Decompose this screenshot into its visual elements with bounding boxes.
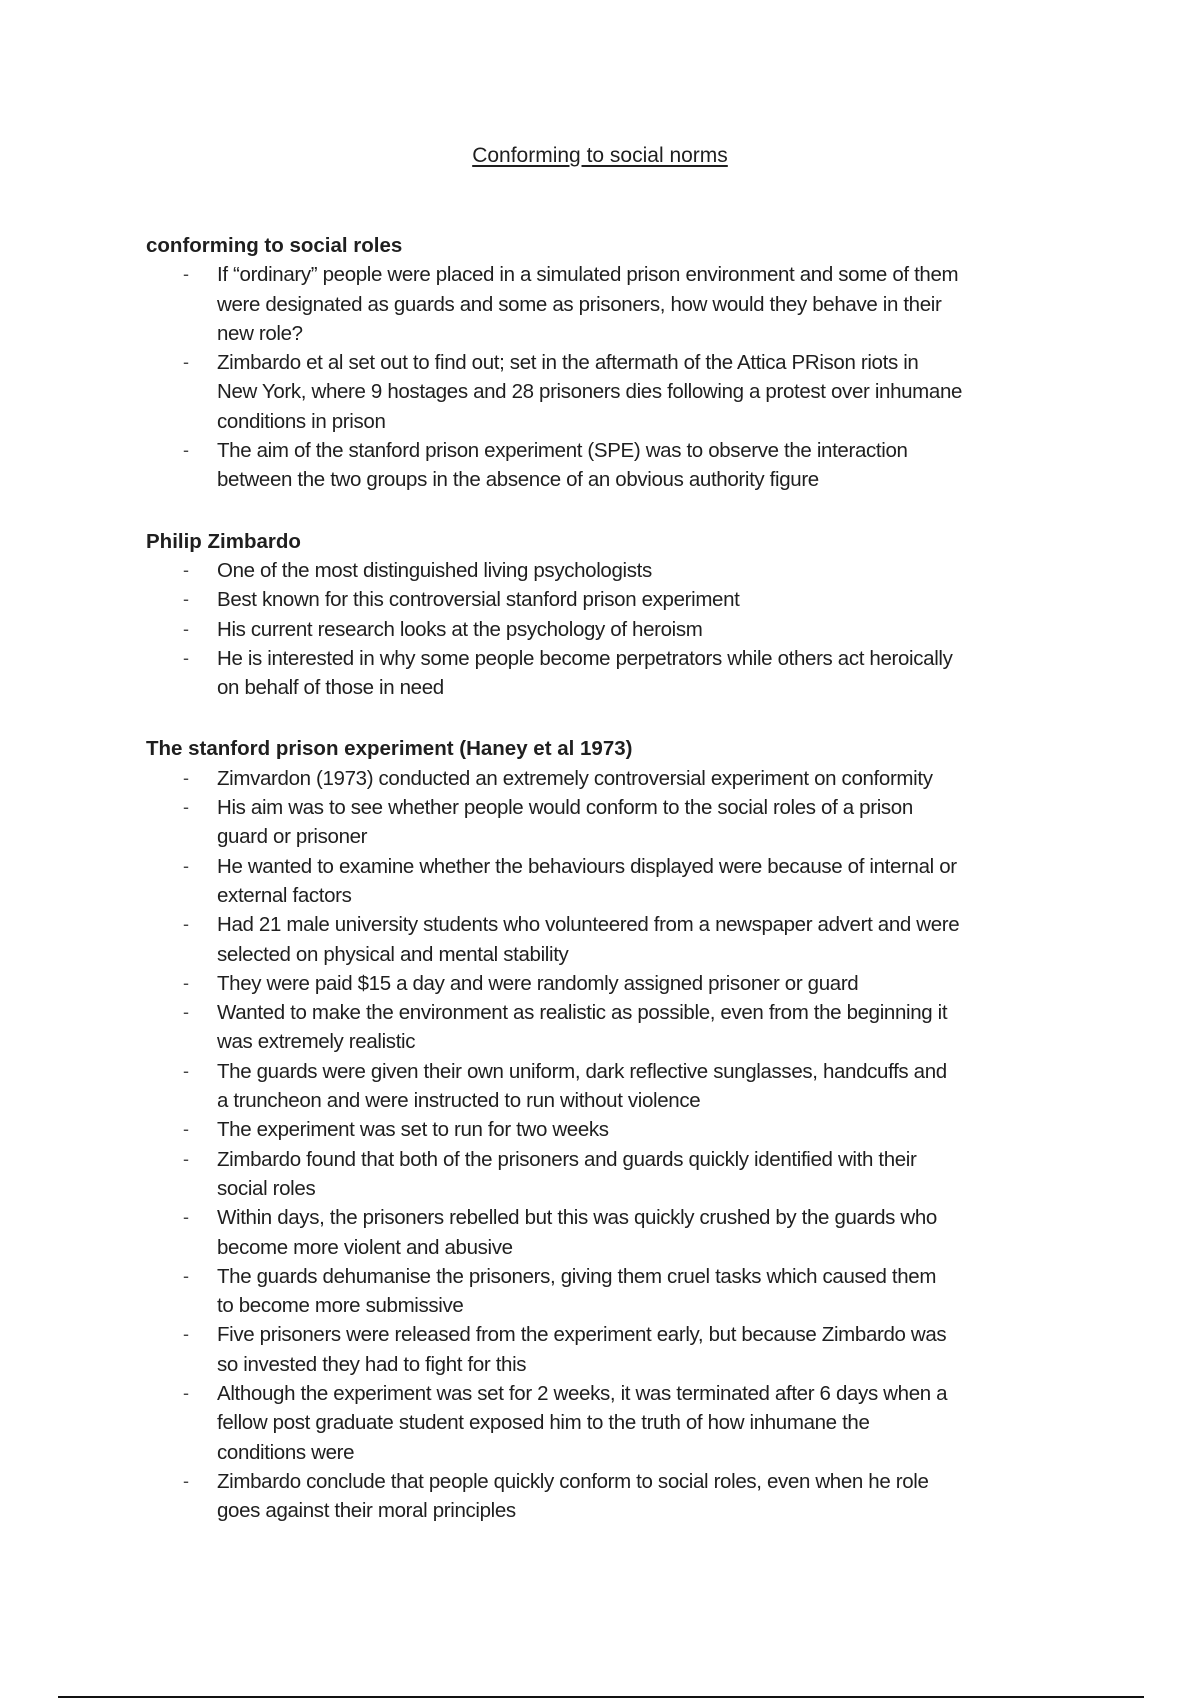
bullet-text-line: Zimbardo conclude that people quickly conform to social roles, even when he role: [217, 1469, 929, 1493]
bullet-item: [146, 793, 1146, 852]
bullet-dash-icon: -: [183, 1060, 189, 1081]
bullet-item: [146, 1379, 1146, 1467]
bullet-dash-icon: -: [183, 1148, 189, 1169]
bullet-dash-icon: -: [183, 1324, 189, 1345]
bullet-dash-icon: -: [183, 1002, 189, 1023]
bullet-text-line: His aim was to see whether people would conform to the social roles of a prison: [217, 796, 913, 820]
section-heading: The stanford prison experiment (Haney et al 1973): [146, 737, 633, 761]
section: [146, 527, 1146, 703]
bullet-dash-icon: -: [183, 264, 189, 285]
bullet-item: [146, 852, 1146, 911]
bullet-item: [146, 1057, 1146, 1116]
bullet-text-line: a truncheon and were instructed to run without violence: [217, 1089, 701, 1113]
bullet-text-line: He wanted to examine whether the behaviours displayed were because of internal or: [217, 854, 957, 878]
bullet-item: [146, 1467, 1146, 1526]
bullet-text-line: so invested they had to fight for this: [217, 1352, 527, 1376]
bullet-text-line: Although the experiment was set for 2 weeks, it was terminated after 6 days when a: [217, 1381, 948, 1405]
bullet-text-line: Zimbardo found that both of the prisoners and guards quickly identified with their: [217, 1147, 917, 1171]
bullet-text-line: social roles: [217, 1176, 316, 1200]
bullet-item: [146, 1145, 1146, 1204]
bullet-text-line: One of the most distinguished living psychologists: [217, 558, 652, 582]
bullet-dash-icon: -: [183, 797, 189, 818]
bullet-text-line: Zimbardo et al set out to find out; set in the aftermath of the Attica PRison riots in: [217, 351, 919, 375]
bullet-item: [146, 1203, 1146, 1262]
bullet-text-line: They were paid $15 a day and were randomly assigned prisoner or guard: [217, 971, 859, 995]
bullet-dash-icon: -: [183, 559, 189, 580]
bullet-text-line: to become more submissive: [217, 1294, 464, 1318]
document-title: Conforming to social norms: [472, 144, 728, 167]
bullet-item: [146, 969, 1146, 998]
bullet-item: [146, 615, 1146, 644]
bullet-item: [146, 260, 1146, 348]
bullet-text-line: external factors: [217, 883, 352, 907]
bullet-item: [146, 1262, 1146, 1321]
bullet-dash-icon: -: [183, 440, 189, 461]
bullet-item: [146, 556, 1146, 585]
bullet-text-line: on behalf of those in need: [217, 676, 444, 700]
bullet-text-line: The aim of the stanford prison experiment (SPE) was to observe the interaction: [217, 439, 908, 463]
bullet-item: [146, 910, 1146, 969]
bullet-dash-icon: -: [183, 1470, 189, 1491]
bullet-text-line: guard or prisoner: [217, 825, 368, 849]
bullet-item: [146, 644, 1146, 703]
page-bottom-rule: [58, 1696, 1144, 1698]
bullet-text-line: If “ordinary” people were placed in a simulated prison environment and some of them: [217, 263, 959, 287]
bullet-dash-icon: -: [183, 589, 189, 610]
bullet-dash-icon: -: [183, 352, 189, 373]
bullet-dash-icon: -: [183, 1207, 189, 1228]
bullet-text-line: Zimvardon (1973) conducted an extremely controversial experiment on conformity: [217, 766, 933, 790]
bullet-text-line: Best known for this controversial stanford prison experiment: [217, 588, 740, 612]
bullet-text-line: His current research looks at the psychology of heroism: [217, 617, 703, 641]
bullet-item: [146, 1115, 1146, 1144]
bullet-text-line: selected on physical and mental stability: [217, 942, 569, 966]
section: [146, 734, 1146, 1525]
bullet-text-line: goes against their moral principles: [217, 1499, 516, 1523]
bullet-dash-icon: -: [183, 1119, 189, 1140]
bullet-text-line: conditions were: [217, 1440, 355, 1464]
bullet-dash-icon: -: [183, 647, 189, 668]
section-heading: Philip Zimbardo: [146, 529, 301, 553]
bullet-text-line: He is interested in why some people become perpetrators while others act heroically: [217, 646, 953, 670]
bullet-item: [146, 998, 1146, 1057]
bullet-text-line: become more violent and abusive: [217, 1235, 513, 1259]
bullet-text-line: The guards were given their own uniform, dark reflective sunglasses, handcuffs and: [217, 1059, 947, 1083]
bullet-text-line: Had 21 male university students who volunteered from a newspaper advert and were: [217, 913, 960, 937]
document-body: [146, 231, 1146, 1557]
bullet-text-line: The experiment was set to run for two weeks: [217, 1118, 609, 1142]
bullet-text-line: The guards dehumanise the prisoners, giving them cruel tasks which caused them: [217, 1264, 937, 1288]
bullet-text-line: were designated as guards and some as prisoners, how would they behave in their: [217, 292, 942, 316]
bullet-item: [146, 436, 1146, 495]
bullet-text-line: Within days, the prisoners rebelled but this was quickly crushed by the guards who: [217, 1206, 937, 1230]
bullet-item: [146, 764, 1146, 793]
bullet-text-line: Wanted to make the environment as realistic as possible, even from the beginning it: [217, 1001, 948, 1025]
bullet-text-line: Five prisoners were released from the experiment early, but because Zimbardo was: [217, 1323, 947, 1347]
bullet-text-line: New York, where 9 hostages and 28 prisoners dies following a protest over inhumane: [217, 380, 963, 404]
bullet-text-line: was extremely realistic: [217, 1030, 416, 1054]
bullet-dash-icon: -: [183, 1382, 189, 1403]
bullet-text-line: conditions in prison: [217, 409, 386, 433]
bullet-text-line: new role?: [217, 321, 303, 345]
bullet-item: [146, 348, 1146, 436]
bullet-dash-icon: -: [183, 914, 189, 935]
bullet-dash-icon: -: [183, 1265, 189, 1286]
bullet-text-line: between the two groups in the absence of an obvious authority figure: [217, 468, 819, 492]
bullet-dash-icon: -: [183, 767, 189, 788]
bullet-text-line: fellow post graduate student exposed him to the truth of how inhumane the: [217, 1411, 870, 1435]
section-heading: conforming to social roles: [146, 234, 403, 257]
bullet-item: [146, 585, 1146, 614]
bullet-dash-icon: -: [183, 972, 189, 993]
bullet-item: [146, 1320, 1146, 1379]
section: [146, 231, 1146, 495]
bullet-dash-icon: -: [183, 618, 189, 639]
bullet-dash-icon: -: [183, 855, 189, 876]
